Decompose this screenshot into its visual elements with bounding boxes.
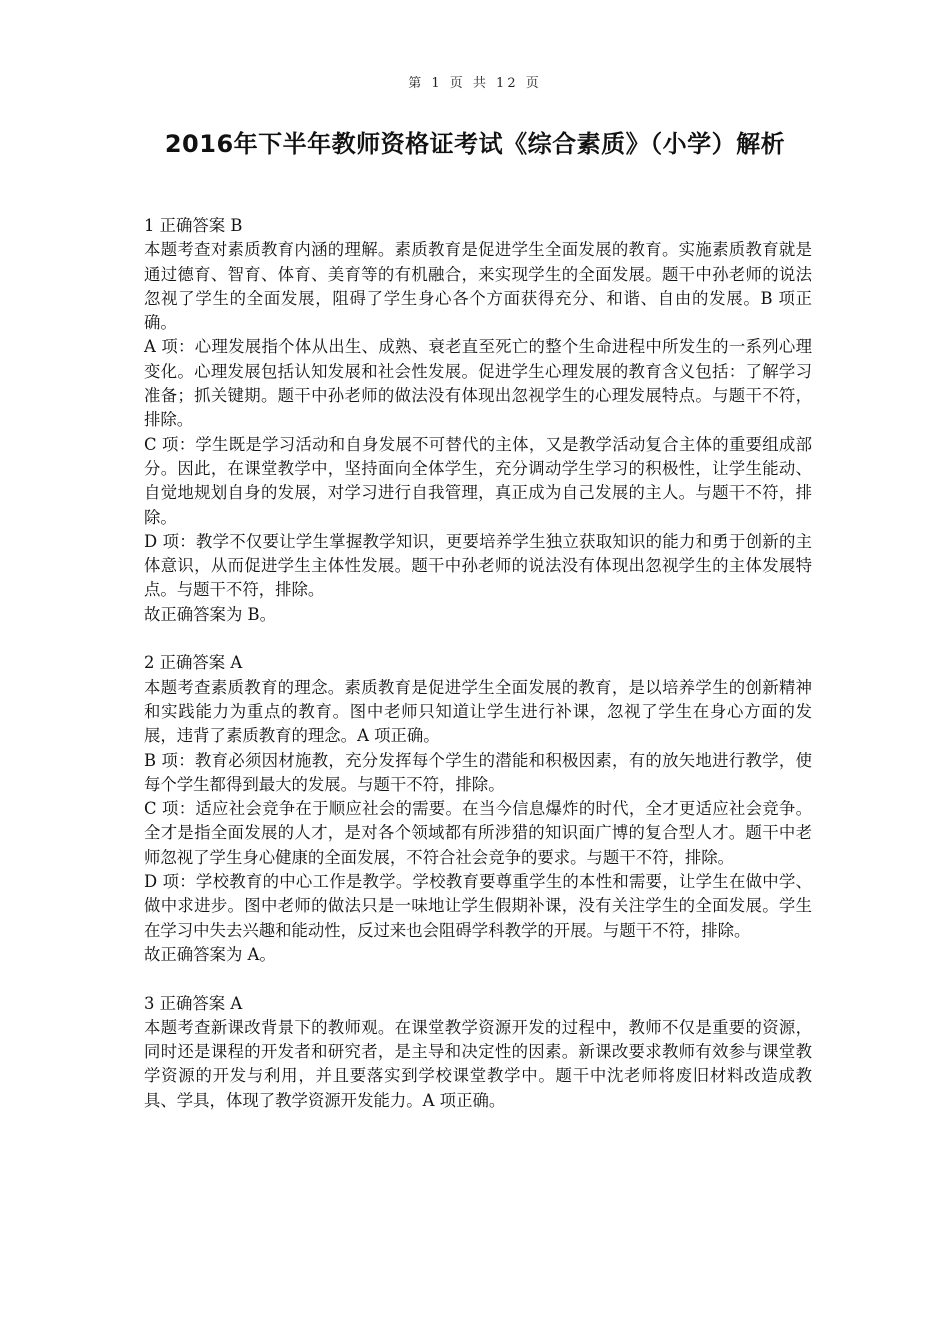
document-title: 2016年下半年教师资格证考试《综合素质》（小学）解析 <box>164 130 786 158</box>
analysis-paragraph: 本题考查对素质教育内涵的理解。素质教育是促进学生全面发展的教育。实施素质教育就是通过德育、智育、体育、美育等的有机融合，来实现学生的全面发展。题干中孙老师的说法忽视了学生的全面发展，阻碍了学生身心各个方面获得充分、和谐、自由的发展。B 项正确。 <box>144 240 812 333</box>
answer-heading: 2 正确答案 A <box>144 653 243 673</box>
option-b-analysis: B 项：教育必须因材施教，充分发挥每个学生的潜能和积极因素，有的放矢地进行教学，使每个学生都得到最大的发展。与题干不符，排除。 <box>144 750 812 794</box>
option-d-analysis: D 项：教学不仅要让学生掌握教学知识，更要培养学生独立获取知识的能力和勇于创新的主体意识，从而促进学生主体性发展。题干中孙老师的说法没有体现出忽视学生的主体发展特点。与题干不符，排除。 <box>144 531 812 600</box>
answer-conclusion: 故正确答案为 B。 <box>144 604 276 624</box>
document-body <box>144 214 812 1137</box>
option-c-analysis: C 项：学生既是学习活动和自身发展不可替代的主体，又是教学活动复合主体的重要组成部分。因此，在课堂教学中，坚持面向全体学生，充分调动学生学习的积极性，让学生能动、自觉地规划自身的发展，对学习进行自我管理，真正成为自己发展的主人。与题干不符，排除。 <box>144 434 812 527</box>
analysis-paragraph: 本题考查素质教育的理念。素质教育是促进学生全面发展的教育，是以培养学生的创新精神和实践能力为重点的教育。图中老师只知道让学生进行补课，忽视了学生在身心方面的发展，违背了素质教育的理念。A 项正确。 <box>144 677 812 746</box>
answer-section-3 <box>144 992 812 1113</box>
answer-heading: 3 正确答案 A <box>144 993 243 1013</box>
answer-section-2 <box>144 651 812 967</box>
option-d-analysis: D 项：学校教育的中心工作是教学。学校教育要尊重学生的本性和需要，让学生在做中学、做中求进步。图中老师的做法只是一味地让学生假期补课，没有关注学生的全面发展。学生在学习中失去兴趣和能动性，反过来也会阻碍学科教学的开展。与题干不符，排除。 <box>144 872 812 940</box>
option-a-analysis: A 项：心理发展指个体从出生、成熟、衰老直至死亡的整个生命进程中所发生的一系列心理变化。心理发展包括认知发展和社会性发展。促进学生心理发展的教育含义包括：了解学习准备；抓关键期。题干中孙老师的做法没有体现出忽视学生的心理发展特点。与题干不符，排除。 <box>144 337 812 430</box>
answer-heading: 1 正确答案 B <box>144 216 243 235</box>
page-indicator: 第 1 页 共 12 页 <box>408 76 542 91</box>
answer-conclusion: 故正确答案为 A。 <box>144 944 276 964</box>
option-c-analysis: C 项：适应社会竞争在于顺应社会的需要。在当今信息爆炸的时代，全才更适应社会竞争。全才是指全面发展的人才，是对各个领域都有所涉猎的知识面广博的复合型人才。题干中老师忽视了学生身心健康的全面发展，不符合社会竞争的要求。与题干不符，排除。 <box>144 799 812 867</box>
analysis-paragraph: 本题考查新课改背景下的教师观。在课堂教学资源开发的过程中，教师不仅是重要的资源，同时还是课程的开发者和研究者，是主导和决定性的因素。新课改要求教师有效参与课堂教学资源的开发与利用，并且要落实到学校课堂教学中。题干中沈老师将废旧材料改造成教具、学具，体现了教学资源开发能力。A 项正确。 <box>144 1017 812 1110</box>
answer-section-1 <box>144 214 812 627</box>
